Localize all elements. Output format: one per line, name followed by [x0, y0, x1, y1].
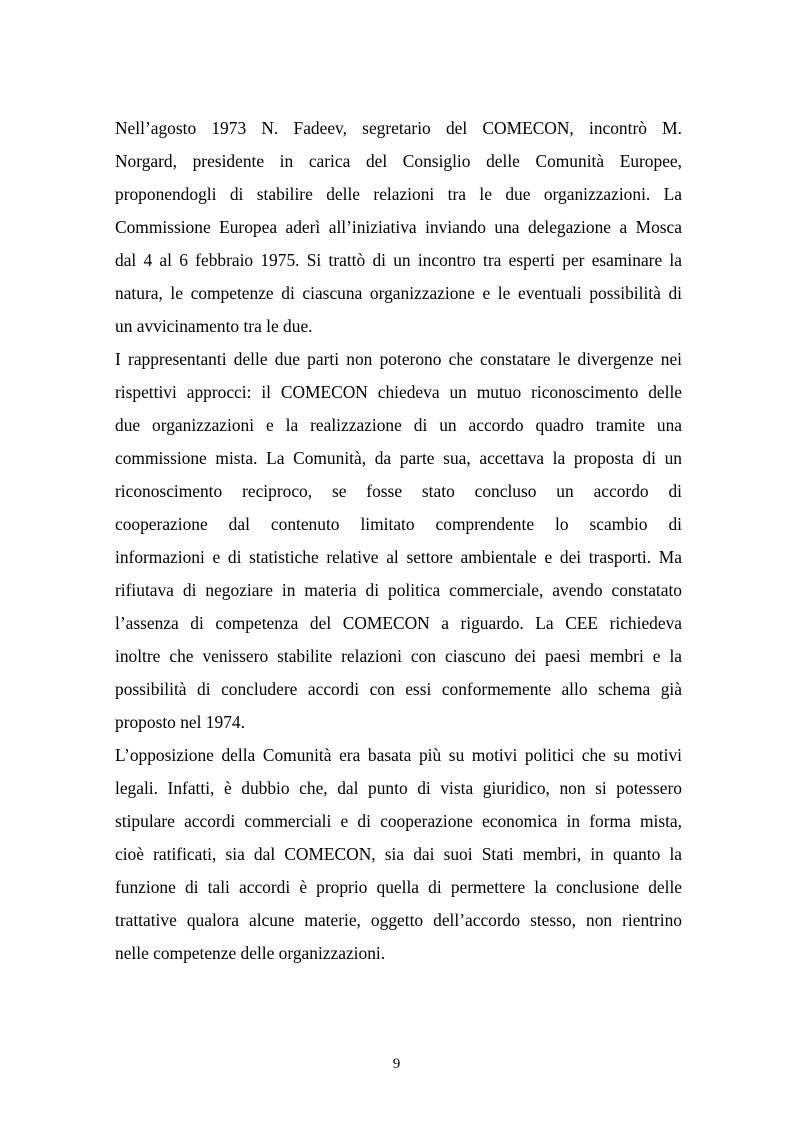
text-line: rifiutava di negoziare in materia di politica commerciale, avendo constatato	[115, 580, 682, 600]
text-line: due organizzazioni e la realizzazione di un accordo quadro tramite una	[115, 415, 682, 435]
text-line: l’assenza di competenza del COMECON a riguardo. La CEE richiedeva	[115, 613, 682, 633]
text-line: proposto nel 1974.	[115, 712, 245, 732]
text-line: natura, le competenze di ciascuna organizzazione e le eventuali possibilità di	[115, 283, 682, 303]
text-line: informazioni e di statistiche relative al settore ambientale e dei trasporti. Ma	[115, 547, 682, 567]
paragraph-2	[115, 343, 682, 739]
text-line: cooperazione dal contenuto limitato comprendente lo scambio di	[115, 514, 682, 534]
text-line: un avvicinamento tra le due.	[115, 316, 313, 336]
text-line: proponendogli di stabilire delle relazioni tra le due organizzazioni. La	[115, 184, 682, 204]
text-line: Nell’agosto 1973 N. Fadeev, segretario del COMECON, incontrò M.	[115, 118, 682, 138]
text-line: stipulare accordi commerciali e di cooperazione economica in forma mista,	[115, 811, 682, 831]
text-line: commissione mista. La Comunità, da parte sua, accettava la proposta di un	[115, 448, 682, 468]
body-text	[115, 112, 682, 970]
text-line: funzione di tali accordi è proprio quella di permettere la conclusione delle	[115, 877, 682, 897]
text-line: nelle competenze delle organizzazioni.	[115, 943, 386, 963]
text-line: legali. Infatti, è dubbio che, dal punto di vista giuridico, non si potessero	[115, 778, 682, 798]
text-line: cioè ratificati, sia dal COMECON, sia dai suoi Stati membri, in quanto la	[115, 844, 682, 864]
text-line: L’opposizione della Comunità era basata più su motivi politici che su motivi	[115, 745, 682, 765]
text-line: I rappresentanti delle due parti non poterono che constatare le divergenze nei	[115, 349, 682, 369]
text-line: trattative qualora alcune materie, oggetto dell’accordo stesso, non rientrino	[115, 910, 682, 930]
text-line: rispettivi approcci: il COMECON chiedeva un mutuo riconoscimento delle	[115, 382, 682, 402]
text-line: possibilità di concludere accordi con essi conformemente allo schema già	[115, 679, 682, 699]
text-line: Norgard, presidente in carica del Consiglio delle Comunità Europee,	[115, 151, 682, 171]
text-line: dal 4 al 6 febbraio 1975. Si trattò di un incontro tra esperti per esaminare la	[115, 250, 682, 270]
text-line: riconoscimento reciproco, se fosse stato concluso un accordo di	[115, 481, 682, 501]
text-line: Commissione Europea aderì all’iniziativa inviando una delegazione a Mosca	[115, 217, 682, 237]
paragraph-3	[115, 739, 682, 970]
text-line: inoltre che venissero stabilite relazioni con ciascuno dei paesi membri e la	[115, 646, 682, 666]
page-number: 9	[392, 1056, 401, 1072]
paragraph-1	[115, 112, 682, 343]
